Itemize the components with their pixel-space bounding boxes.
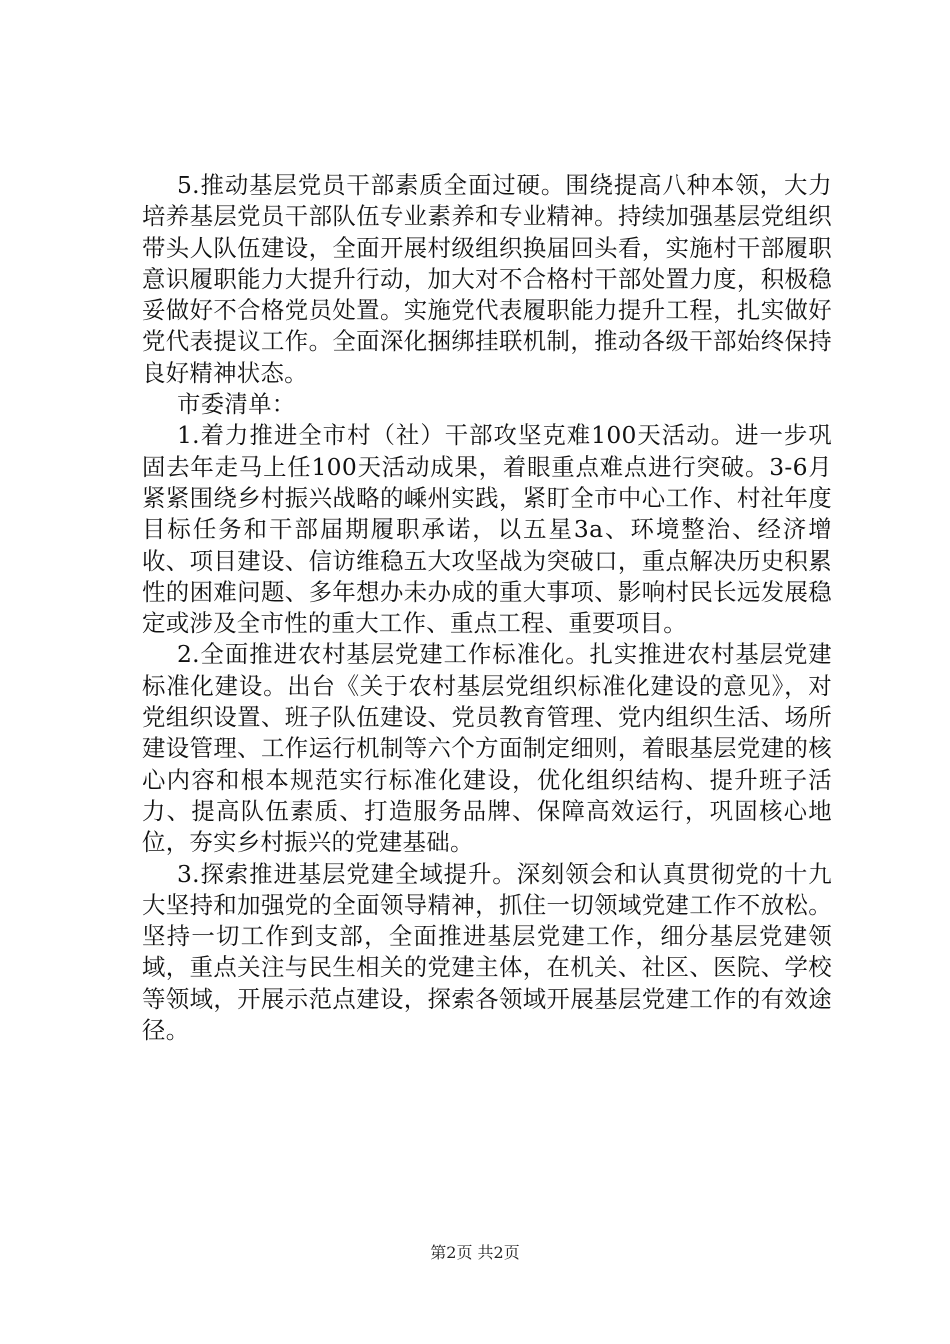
section-heading-city-list: 市委清单： <box>177 390 296 419</box>
paragraph-item-5-quality: 5.推动基层党员干部素质全面过硬。围绕提高八种本领，大力培养基层党员干部队伍专业素养和专业精神。持续加强基层党组织带头人队伍建设，全面开展村级组织换届回头看，实施村干部履职意识履职能力大提升行动，加大对不合格村干部处置力度，积极稳妥做好不合格党员处置。实施党代表履职能力提升工程，扎实做好党代表提议工作。全面深化捆绑挂联机制，推动各级干部始终保持良好精神状态。 <box>142 171 832 387</box>
document-body <box>142 170 832 1046</box>
paragraph-item-3-full-domain: 3.探索推进基层党建全域提升。深刻领会和认真贯彻党的十九大坚持和加强党的全面领导精神，抓住一切领域党建工作不放松。坚持一切工作到支部，全面推进基层党建工作，细分基层党建领域，重点关注与民生相关的党建主体，在机关、社区、医院、学校等领域，开展示范点建设，探索各领域开展基层党建工作的有效途径。 <box>142 859 832 1045</box>
paragraph-item-2-standardization: 2.全面推进农村基层党建工作标准化。扎实推进农村基层党建标准化建设。出台《关于农村基层党组织标准化建设的意见》，对党组织设置、班子队伍建设、党员教育管理、党内组织生活、场所建设管理、工作运行机制等六个方面制定细则，着眼基层党建的核心内容和根本规范实行标准化建设，优化组织结构、提升班子活力、提高队伍素质、打造服务品牌、保障高效运行，巩固核心地位，夯实乡村振兴的党建基础。 <box>142 640 832 857</box>
page-number-footer: 第2页 共2页 <box>430 1243 520 1262</box>
paragraph-item-1-100-days: 1.着力推进全市村（社）干部攻坚克难100天活动。进一步巩固去年走马上任100天活动成果，着眼重点难点进行突破。3-6月紧紧围绕乡村振兴战略的嵊州实践，紧盯全市中心工作、村社年度目标任务和干部届期履职承诺，以五星3a、环境整治、经济增收、项目建设、信访维稳五大攻坚战为突破口，重点解决历史积累性的困难问题、多年想办未办成的重大事项、影响村民长远发展稳定或涉及全市性的重大工作、重点工程、重要项目。 <box>142 421 832 638</box>
